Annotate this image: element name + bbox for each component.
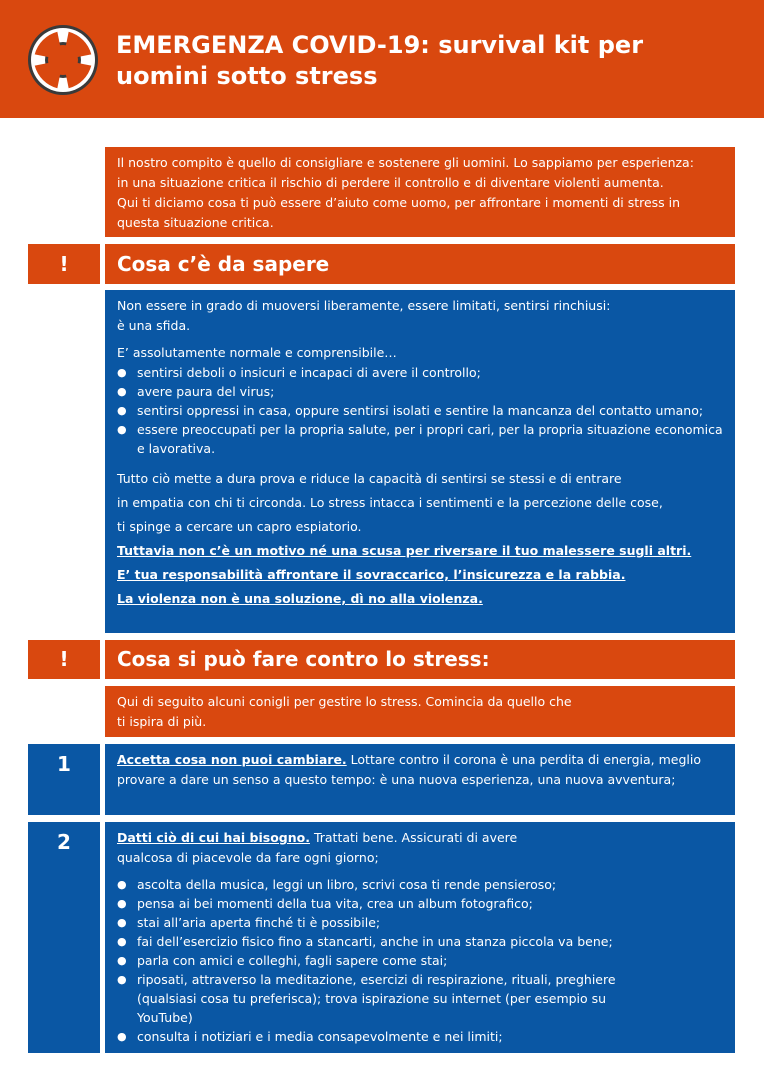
paragraph-line: Qui di seguito alcuni conigli per gestire lo stress. Comincia da quello che [117, 694, 572, 709]
section-marker: ! [28, 640, 100, 679]
emphasis-line: La violenza non è una soluzione, dì no alla violenza. [117, 591, 483, 606]
paragraph-line: è una sfida. [117, 318, 191, 333]
paragraph-line: ti ispira di più. [117, 714, 207, 729]
paragraph-line: Non essere in grado di muoversi liberamente, essere limitati, sentirsi rinchiusi: [117, 298, 611, 313]
list-item: ● riposati, attraverso la meditazione, esercizi di respirazione, rituali, preghiere (qualsiasi cosa tu preferisca); trova ispirazione su internet (per esempio su YouTube) [117, 970, 723, 1027]
list-item: ● ascolta della musica, leggi un libro, scrivi cosa ti rende pensieroso; [117, 875, 723, 894]
tip-text [117, 750, 723, 790]
tip-number: 1 [28, 744, 100, 815]
paragraph-line: E’ assolutamente normale e comprensibile… [117, 345, 397, 360]
intro-line: questa situazione critica. [117, 215, 274, 230]
list-item: ● stai all’aria aperta finché ti è possibile; [117, 913, 723, 932]
list-item: ● avere paura del virus; [117, 382, 723, 401]
header-banner [0, 0, 764, 118]
list-item: ● essere preoccupati per la propria salute, per i propri cari, per la propria situazione economica e lavorativa. [117, 420, 723, 458]
list-item: ● sentirsi oppressi in casa, oppure sentirsi isolati e sentire la mancanza del contatto umano; [117, 401, 723, 420]
lifebuoy-icon [25, 22, 101, 98]
page-title: EMERGENZA COVID-19: survival kit per uomini sotto stress [116, 31, 644, 90]
paragraph-line: in empatia con chi ti circonda. Lo stress intacca i sentimenti e la percezione delle cose, [117, 495, 663, 510]
section2-intro [105, 686, 735, 737]
intro-line: Il nostro compito è quello di consigliare e sostenere gli uomini. Lo sappiamo per esperienza: [117, 155, 694, 170]
tip-title: Datti ciò di cui hai bisogno. [117, 830, 310, 845]
section-heading: Cosa c’è da sapere [105, 244, 735, 284]
feelings-list [117, 363, 723, 458]
list-item: ● consulta i notiziari e i media consapevolmente e nei limiti; [117, 1027, 723, 1046]
section1-body [105, 290, 735, 633]
intro-box [105, 147, 735, 237]
paragraph-line: Tutto ciò mette a dura prova e riduce la capacità di sentirsi se stessi e di entrare [117, 471, 622, 486]
tip-title: Accetta cosa non puoi cambiare. [117, 752, 347, 767]
tip-number: 2 [28, 822, 100, 1053]
section-heading: Cosa si può fare contro lo stress: [105, 640, 735, 679]
emphasis-line: E’ tua responsabilità affrontare il sovraccarico, l’insicurezza e la rabbia. [117, 567, 626, 582]
tip-box [105, 822, 735, 1053]
list-item: ● sentirsi deboli o insicuri e incapaci di avere il controllo; [117, 363, 723, 382]
list-item: ● fai dell’esercizio fisico fino a stancarti, anche in una stanza piccola va bene; [117, 932, 723, 951]
self-care-list [117, 875, 723, 1046]
list-item: ● pensa ai bei momenti della tua vita, crea un album fotografico; [117, 894, 723, 913]
tip-body: Trattati bene. Assicurati di avere qualcosa di piacevole da fare ogni giorno; [117, 830, 518, 865]
intro-line: Qui ti diciamo cosa ti può essere d’aiuto come uomo, per affrontare i momenti di stress in [117, 195, 681, 210]
tip-text [117, 828, 723, 868]
tip-box [105, 744, 735, 815]
paragraph-line: ti spinge a cercare un capro espiatorio. [117, 519, 362, 534]
emphasis-line: Tuttavia non c’è un motivo né una scusa per riversare il tuo malessere sugli altri. [117, 543, 692, 558]
tip-body: Lottare contro il corona è una perdita di energia, meglio provare a dare un senso a questo tempo: è una nuova esperienza, una nuova avventura; [117, 752, 702, 787]
section-marker: ! [28, 244, 100, 284]
list-item: ● parla con amici e colleghi, fagli sapere come stai; [117, 951, 723, 970]
intro-line: in una situazione critica il rischio di perdere il controllo e di diventare violenti aumenta. [117, 175, 664, 190]
